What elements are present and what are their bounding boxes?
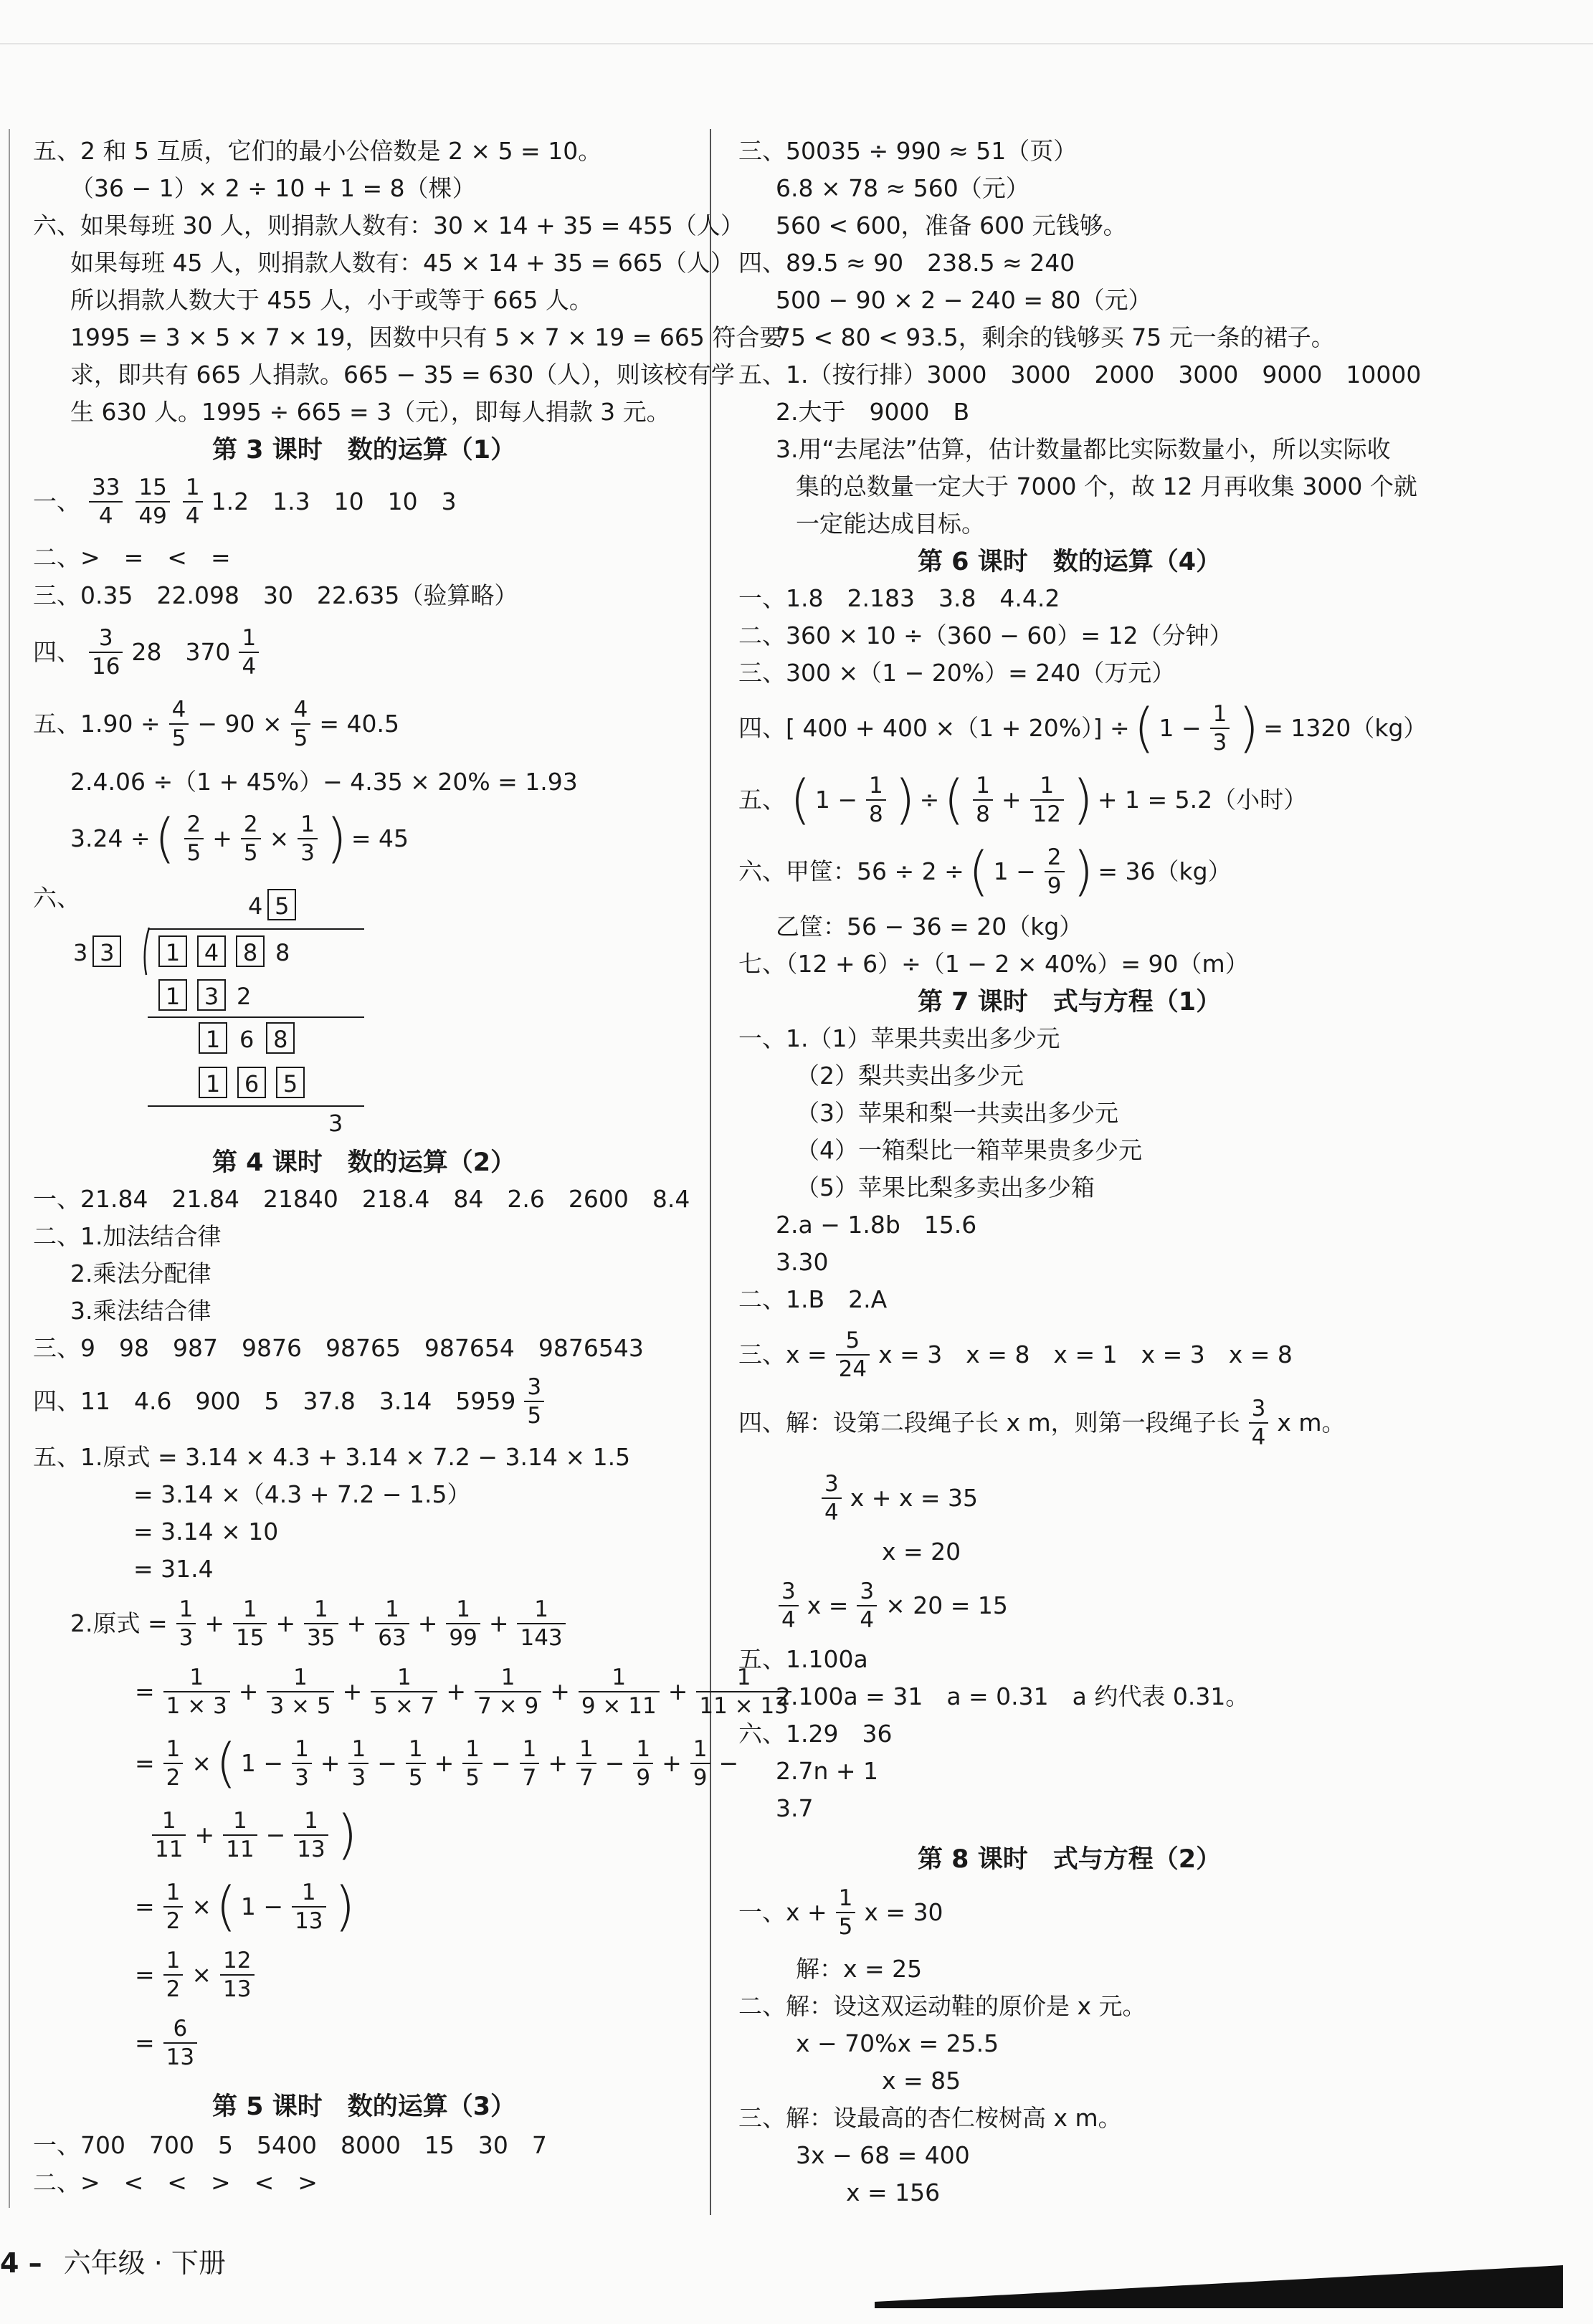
- answer-line: 四、解：设第二段绳子长 x m，则第一段绳子长 $\frac{3}{4}$ x m。: [738, 1396, 1346, 1450]
- text-line: 六、如果每班 30 人，则捐款人数有：30 × 14 + 35 = 455（人）: [33, 211, 744, 239]
- text-line: 如果每班 45 人，则捐款人数有：45 × 14 + 35 = 665（人）: [70, 249, 734, 277]
- lesson-heading: 第 6 课时 数的运算（4）: [918, 548, 1222, 576]
- text-line: 六、1.29 36: [738, 1720, 893, 1748]
- text-line: 五、2 和 5 互质，它们的最小公倍数是 2 × 5 = 10。: [33, 137, 602, 165]
- text-line: 二、> < < > < >: [33, 2168, 318, 2196]
- text-line: 求，即共有 665 人捐款。665 − 35 = 630（人），则该校有学: [70, 361, 735, 389]
- division-rule: [148, 1105, 364, 1107]
- text-line: 3x − 68 = 400: [796, 2141, 970, 2169]
- text-line: 1995 = 3 × 5 × 7 × 19，因数中只有 5 × 7 × 19 = 665 符合要: [70, 323, 784, 351]
- fraction: $\frac{4}{5}$: [291, 696, 311, 752]
- text-line: （36 − 1）× 2 ÷ 10 + 1 = 8（棵）: [70, 174, 476, 202]
- text-line: x = 85: [882, 2067, 961, 2095]
- fraction: $\frac{1}{63}$: [375, 1596, 409, 1652]
- text-line: 3.7: [776, 1794, 814, 1822]
- text-line: 6.8 × 78 ≈ 560（元）: [776, 174, 1029, 202]
- fraction: $\frac{3}{16}$: [89, 624, 123, 680]
- fraction: $\frac{1}{143}$: [517, 1596, 565, 1652]
- answer-line: 一、x + $\frac{1}{5}$ x = 30: [738, 1885, 943, 1940]
- division-step: 1 6 5: [194, 1067, 310, 1098]
- answer-line: 六、甲筐：56 ÷ 2 ÷ ( 1 − $\frac{2}{9}$ ) = 36（kg）: [738, 841, 1232, 903]
- text-line: 3.用“去尾法”估算，估计数量都比实际数量小，所以实际收: [776, 435, 1391, 463]
- fraction: $\frac{1}{11}$: [152, 1807, 186, 1863]
- answer-line: 四、 $\frac{3}{16}$ 28 370 $\frac{1}{4}$: [33, 624, 263, 681]
- text-line: 五、1.原式 = 3.14 × 4.3 + 3.14 × 7.2 − 3.14 × 1.5: [33, 1443, 631, 1471]
- fraction: $\frac{1}{3}$: [292, 1735, 312, 1791]
- left-margin-line: [9, 129, 10, 2208]
- text-line: 二、> = < =: [33, 543, 231, 571]
- fraction: $\frac{1}{3}$: [176, 1596, 196, 1652]
- fraction: $\frac{1}{9 \times 11}$: [579, 1664, 660, 1720]
- quotient: 4 5: [248, 889, 301, 920]
- text-line: （3）苹果和梨一共卖出多少元: [796, 1099, 1118, 1127]
- text-line: 一、21.84 21.84 21840 218.4 84 2.6 2600 8.4: [33, 1185, 690, 1213]
- text-line: = 3.14 × 10: [133, 1518, 279, 1546]
- text-line: 2.4.06 ÷（1 + 45%）− 4.35 × 20% = 1.93: [70, 768, 578, 796]
- divisor: 3 3: [73, 935, 126, 967]
- fraction: $\frac{1}{1 \times 3}$: [163, 1664, 230, 1720]
- fraction: $\frac{1}{13}$: [294, 1807, 328, 1863]
- fraction: $\frac{1}{5}$: [406, 1735, 426, 1791]
- answer-line: 3.24 ÷ ( $\frac{2}{5}$ + $\frac{2}{5}$ × $\frac{1}{3}$ ) = 45: [70, 808, 409, 870]
- text-line: （4）一箱梨比一箱苹果贵多少元: [796, 1136, 1142, 1164]
- answer-line: 四、[ 400 + 400 ×（1 + 20%）] ÷ ( 1 − $\frac{1}{3}$ ) = 1320（kg）: [738, 697, 1427, 759]
- fraction: $\frac{1}{11 \times 13}$: [696, 1664, 791, 1720]
- fraction: $\frac{1}{3}$: [348, 1735, 368, 1791]
- text-line: 3.30: [776, 1248, 829, 1276]
- text-line: 七、（12 + 6）÷（1 − 2 × 40%）= 90（m）: [738, 950, 1249, 978]
- fraction: $\frac{1}{15}$: [233, 1596, 267, 1652]
- division-rule: [148, 1016, 364, 1018]
- lesson-heading: 第 3 课时 数的运算（1）: [212, 436, 516, 465]
- book-title: 六年级 · 下册: [63, 2247, 226, 2279]
- text-line: 75 < 80 < 93.5，剩余的钱够买 75 元一条的裙子。: [776, 323, 1335, 351]
- fraction: $\frac{33}{4}$: [89, 474, 123, 530]
- text-line: 三、0.35 22.098 30 22.635（验算略）: [33, 581, 518, 609]
- answer-line: = $\frac{1}{2}$ × ( 1 − $\frac{1}{13}$ ): [135, 1876, 356, 1938]
- text-line: 2.7n + 1: [776, 1757, 879, 1785]
- text-line: 三、解：设最高的杏仁桉树高 x m。: [738, 2104, 1122, 2132]
- text-line: 二、1.加法结合律: [33, 1222, 222, 1250]
- text-line: x = 156: [846, 2178, 941, 2206]
- text-line: 一、1.8 2.183 3.8 4.4.2: [738, 584, 1060, 612]
- text-line: 3.乘法结合律: [70, 1297, 211, 1325]
- text-line: 五、1.100a: [738, 1645, 868, 1673]
- text-line: 2.a − 1.8b 15.6: [776, 1211, 977, 1239]
- text-line: 二、360 × 10 ÷（360 − 60）= 12（分钟）: [738, 622, 1233, 649]
- text-line: 2.乘法分配律: [70, 1259, 211, 1287]
- question-number: 一、: [33, 487, 80, 515]
- text-line: x − 70%x = 25.5: [796, 2029, 999, 2057]
- text-line: 560 < 600，准备 600 元钱够。: [776, 211, 1127, 239]
- top-edge-line: [0, 43, 1593, 44]
- text-line: 500 − 90 × 2 − 240 = 80（元）: [776, 286, 1152, 314]
- column-divider: [710, 129, 711, 2215]
- text-line: = 31.4: [133, 1555, 214, 1583]
- division-step: 1 3 2: [153, 979, 251, 1011]
- scan-shadow: [875, 2265, 1563, 2308]
- fraction: $\frac{1}{4}$: [183, 474, 203, 530]
- text-line: 2.100a = 31 a = 0.31 a 约代表 0.31。: [776, 1682, 1250, 1710]
- lesson-heading: 第 5 课时 数的运算（3）: [212, 2092, 516, 2121]
- text-line: 所以捐款人数大于 455 人，小于或等于 665 人。: [70, 286, 593, 314]
- fraction: $\frac{4}{5}$: [169, 696, 189, 752]
- text-line: x = 20: [882, 1538, 961, 1566]
- fraction: $\frac{1}{4}$: [239, 624, 259, 680]
- text-line: 三、300 ×（1 − 20%）= 240（万元）: [738, 659, 1176, 687]
- text-line: （2）梨共卖出多少元: [796, 1062, 1024, 1090]
- answer-line: $\frac{3}{4}$ x + x = 35: [817, 1470, 978, 1527]
- fraction: $\frac{1}{99}$: [446, 1596, 480, 1652]
- text-line: 一定能达成目标。: [796, 510, 985, 538]
- fraction: $\frac{1}{3 \times 5}$: [267, 1664, 333, 1720]
- lesson-heading: 第 8 课时 式与方程（2）: [918, 1845, 1222, 1874]
- text-line: 二、1.B 2.A: [738, 1285, 888, 1313]
- division-bar: [148, 928, 364, 930]
- text-line: 2.大于 9000 B: [776, 398, 970, 426]
- text-line: 三、9 98 987 9876 98765 987654 9876543: [33, 1334, 644, 1362]
- answer-line: = $\frac{1}{1 \times 3}$ + $\frac{1}{3 \times 5}$ + $\frac{1}{5 \times 7}$ + $\frac{1}{7 \times 9}$ + $\frac{1}{9 \times 11}$ + $\frac{1}{11 \times 13}$: [135, 1663, 796, 1720]
- text-line: 四、89.5 ≈ 90 238.5 ≈ 240: [738, 249, 1075, 277]
- division-remainder: 3: [328, 1110, 343, 1137]
- text-line: 二、解：设这双运动鞋的原价是 x 元。: [738, 1992, 1146, 2020]
- page-number: 4 –: [0, 2247, 42, 2279]
- answer-text: 1.2 1.3 10 10 3: [211, 487, 457, 515]
- text-line: 乙筐：56 − 36 = 20（kg）: [776, 913, 1083, 940]
- answer-line: $\frac{3}{4}$ x = $\frac{3}{4}$ × 20 = 15: [774, 1577, 1008, 1634]
- text-line: 解：x = 25: [796, 1955, 923, 1983]
- answer-line: 三、x = $\frac{5}{24}$ x = 3 x = 8 x = 1 x = 3 x = 8: [738, 1328, 1293, 1382]
- answer-line: $\frac{1}{11}$ + $\frac{1}{11}$ − $\frac{1}{13}$ ): [148, 1806, 358, 1864]
- text-line: 集的总数量一定大于 7000 个，故 12 月再收集 3000 个就: [796, 472, 1417, 500]
- text-line: 五、1.（按行排）3000 3000 2000 3000 9000 10000: [738, 361, 1422, 389]
- text-line: = 3.14 ×（4.3 + 7.2 − 1.5）: [133, 1480, 471, 1508]
- fraction: $\frac{1}{35}$: [304, 1596, 338, 1652]
- answer-line: 五、1.90 ÷ $\frac{4}{5}$ − 90 × $\frac{4}{5}$ = 40.5: [33, 697, 399, 751]
- fraction: $\frac{1}{5 \times 7}$: [371, 1664, 437, 1720]
- division-step: 1 6 8: [194, 1022, 300, 1054]
- text-line: 三、50035 ÷ 990 ≈ 51（页）: [738, 137, 1078, 165]
- division-bracket: [141, 926, 155, 976]
- answer-line: = $\frac{1}{2}$ × $\frac{12}{13}$: [135, 1946, 259, 2004]
- fraction: $\frac{1}{9}$: [690, 1735, 710, 1791]
- fraction: $\frac{1}{5}$: [462, 1735, 482, 1791]
- fraction: $\frac{1}{11}$: [223, 1807, 257, 1863]
- dividend: 1 4 8 8: [153, 935, 290, 967]
- fraction: $\frac{1}{9}$: [633, 1735, 653, 1791]
- fraction: $\frac{1}{7 \times 9}$: [475, 1664, 541, 1720]
- answer-line: 四、11 4.6 900 5 37.8 3.14 5959 $\frac{3}{5}$: [33, 1373, 548, 1430]
- fraction: $\frac{1}{7}$: [576, 1735, 596, 1791]
- answer-line: [33, 473, 457, 530]
- page-footer: [0, 2241, 226, 2280]
- text-line: 一、700 700 5 5400 8000 15 30 7: [33, 2131, 547, 2159]
- lesson-heading: 第 7 课时 式与方程（1）: [918, 988, 1222, 1016]
- question-number: 六、: [33, 884, 80, 912]
- fraction: $\frac{15}{49}$: [135, 474, 169, 530]
- answer-line: = $\frac{6}{13}$: [135, 2014, 201, 2072]
- text-line: （5）苹果比梨多卖出多少箱: [796, 1173, 1095, 1201]
- text-line: 一、1.（1）苹果共卖出多少元: [738, 1024, 1060, 1052]
- lesson-heading: 第 4 课时 数的运算（2）: [212, 1148, 516, 1177]
- text-line: 生 630 人。1995 ÷ 665 = 3（元），即每人捐款 3 元。: [70, 398, 670, 426]
- fraction: $\frac{1}{7}$: [520, 1735, 540, 1791]
- answer-line: = $\frac{1}{2}$ × ( 1 − $\frac{1}{3}$ + $\frac{1}{3}$ − $\frac{1}{5}$ + $\frac{1}{5}$ − $\frac{1}{7}$ + $\frac{1}{7}$ − $\frac{1}{9}$ + $\frac{1}{9}$ −: [135, 1733, 739, 1794]
- answer-line: 五、 ( 1 − $\frac{1}{8}$ ) ÷ ( $\frac{1}{8}$ + $\frac{1}{12}$ ) + 1 = 5.2（小时）: [738, 769, 1308, 831]
- answer-line: 2.原式 = $\frac{1}{3}$ + $\frac{1}{15}$ + $\frac{1}{35}$ + $\frac{1}{63}$ + $\frac{1}{99}$ + $\frac{1}{143}$: [70, 1595, 570, 1652]
